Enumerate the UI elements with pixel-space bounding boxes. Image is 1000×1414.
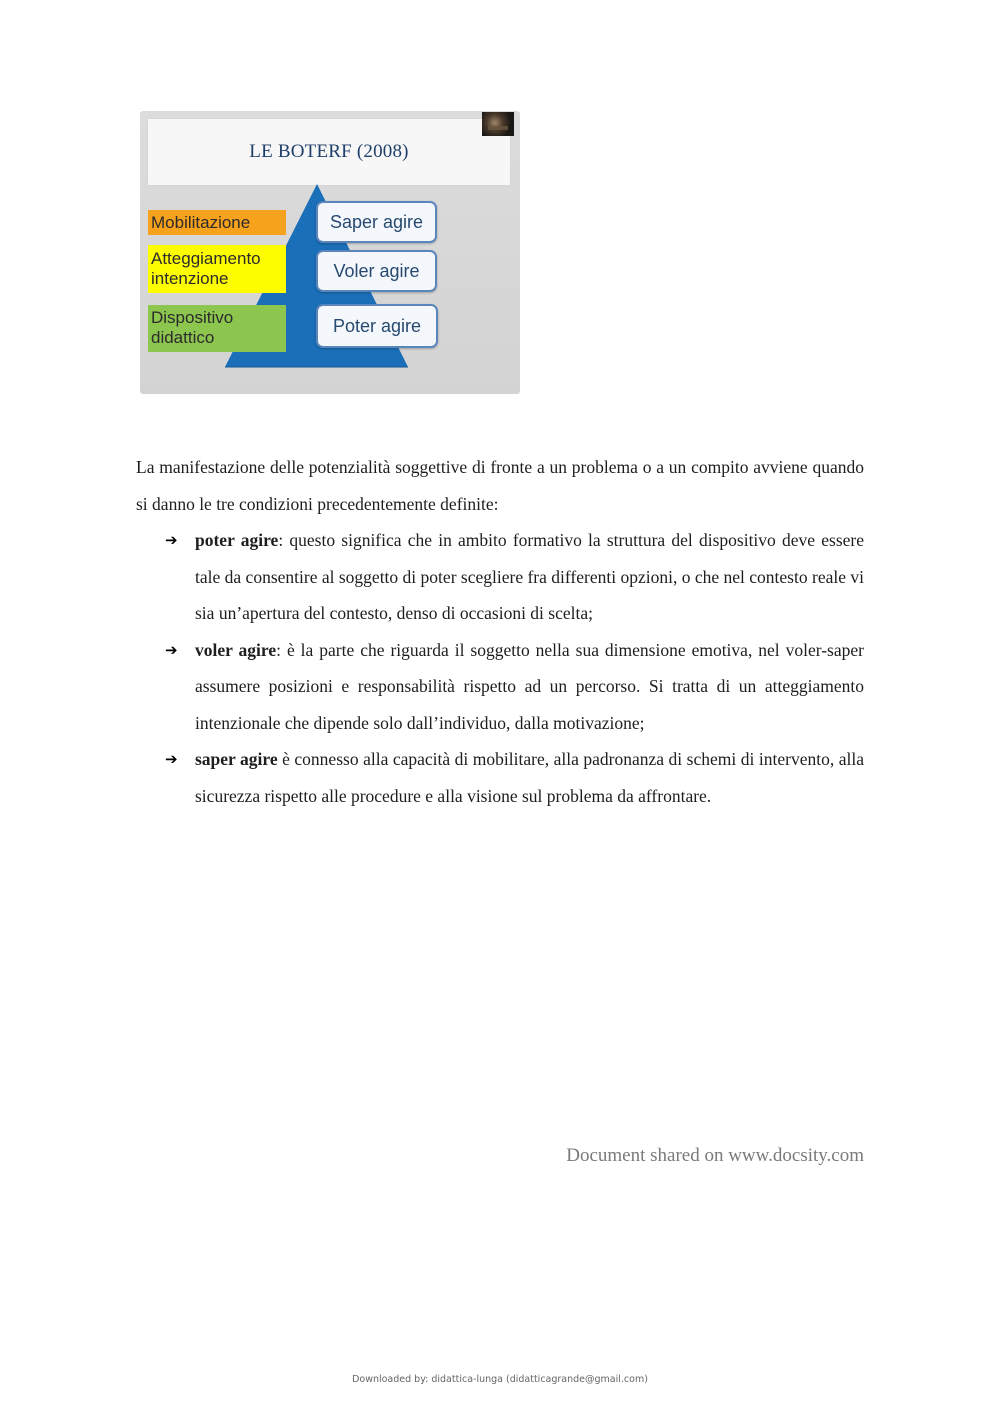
step-saper-agire: Saper agire <box>316 201 437 243</box>
term: voler agire <box>195 639 277 660</box>
term: saper agire <box>195 749 278 769</box>
download-note: Downloaded by: didattica-lunga (didatticagrande@gmail.com) <box>352 1374 648 1385</box>
arrow-icon: ➔ <box>165 640 178 659</box>
label-device-line2: didattico <box>151 328 215 347</box>
slide-title: LE BOTERF (2008) <box>249 141 409 162</box>
definition: : è la parte che riguarda il soggetto nella sua dimensione emotiva, nel voler-saper assumere posizioni e responsabilità rispetto ad un percorso. Si tratta di un atteggiamento intenzionale che dipende solo dall’individuo, dalla motivazione; <box>195 639 864 733</box>
step-voler-agire: Voler agire <box>316 250 437 292</box>
label-attitude-line1: Atteggiamento <box>151 249 261 268</box>
label-mobilization: Mobilitazione <box>148 210 286 235</box>
step-poter-agire: Poter agire <box>316 304 438 348</box>
list-item-saper-agire <box>136 741 864 814</box>
definition: : questo significa che in ambito formativo la struttura del dispositivo deve essere tale da consentire al soggetto di poter scegliere fra differenti opzioni, o che nel contesto reale vi sia un’apertura del contesto, denso di occasioni di scelta; <box>195 530 864 623</box>
docsity-share-note: Document shared on www.docsity.com <box>566 1145 864 1166</box>
slide-image <box>140 111 520 394</box>
label-attitude-line2: intenzione <box>151 269 229 288</box>
arrow-icon: ➔ <box>165 531 178 549</box>
definition: è connesso alla capacità di mobilitare, alla padronanza di schemi di intervento, alla sicurezza rispetto alle procedure e alla visione sul problema da affrontare. <box>195 749 864 806</box>
label-device <box>148 305 286 352</box>
label-device-line1: Dispositivo <box>151 308 234 327</box>
document-body <box>136 449 864 814</box>
list-item-voler-agire <box>136 632 864 742</box>
term: poter agire <box>195 530 279 550</box>
label-attitude <box>148 245 286 293</box>
conditions-list <box>136 522 864 814</box>
arrow-icon: ➔ <box>165 750 178 768</box>
list-item-poter-agire <box>136 522 864 632</box>
intro-paragraph: La manifestazione delle potenzialità soggettive di fronte a un problema o a un compito avviene quando si danno le tre condizioni precedentemente definite: <box>136 457 864 514</box>
